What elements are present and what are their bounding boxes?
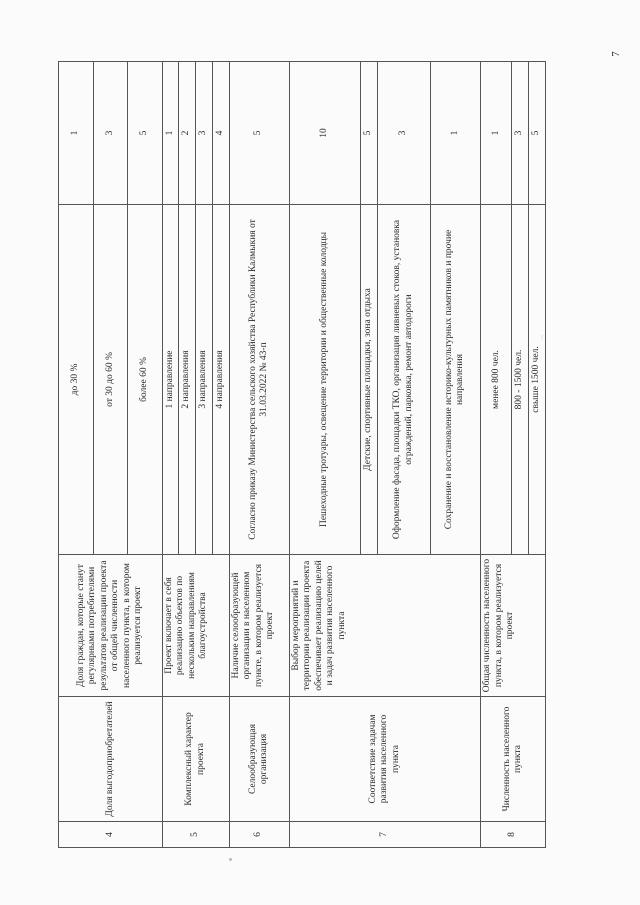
option-cell: Сохранение и восстановление историко-культурных памятников и прочие направления [430,205,481,555]
row-number-cell: 7 [289,822,481,848]
option-cell: 1 направление [162,205,179,555]
criteria-table [58,61,546,848]
score-cell: 5 [360,62,377,205]
indicator-cell: Выбор мероприятий и территории реализации проекта обеспечивает реализацию целей и задач развития населенного пункта [289,555,481,697]
option-cell: Согласно приказу Министерства сельского хозяйства Республики Калмыкия от 31.03.2022 № 43-п [229,205,289,555]
row-number-cell: 4 [59,822,163,848]
option-cell: от 30 до 60 % [93,205,128,555]
row-number-cell: 8 [481,822,546,848]
score-cell: 1 [430,62,481,205]
option-cell: до 30 % [59,205,94,555]
scan-dot [229,858,232,861]
table-row [481,62,512,848]
option-cell: Оформление фасада, площадки ТКО, организация ливневых стоков, установка ограждений, парковка, ремонт автодороги [377,205,430,555]
option-cell: 4 направления [212,205,229,555]
table-row [289,62,360,848]
score-cell: 5 [229,62,289,205]
table-row [59,62,94,848]
score-cell: 1 [162,62,179,205]
indicator-cell: Наличие селообразующей организации в населенном пункте, в котором реализуется проект [229,555,289,697]
score-cell: 1 [59,62,94,205]
score-cell: 3 [196,62,213,205]
score-cell: 2 [179,62,196,205]
row-number-cell: 6 [229,822,289,848]
page-number: 7 [609,51,622,57]
rotated-content [58,62,546,848]
option-cell: Детские, спортивные площадки, зона отдыха [360,205,377,555]
score-cell: 1 [481,62,512,205]
score-cell: 5 [128,62,163,205]
criterion-cell: Селообразующая организация [229,697,289,822]
score-cell: 3 [512,62,529,205]
row-number-cell: 5 [162,822,229,848]
criterion-cell: Комплексный характер проекта [162,697,229,822]
option-cell: 2 направления [179,205,196,555]
indicator-cell: Доля граждан, которые станут регулярными потребителями результатов реализации проекта от общей численности населенного пункта, в котором реализуется проект [59,555,163,697]
score-cell: 3 [377,62,430,205]
table-row [162,62,179,848]
table-row [229,62,289,848]
option-cell: более 60 % [128,205,163,555]
indicator-cell: Проект включает в себя реализацию объектов по нескольким направлениям благоустройства [162,555,229,697]
score-cell: 10 [289,62,360,205]
option-cell: 800 - 1500 чел. [512,205,529,555]
option-cell: Пешеходные тротуары, освещение территории и общественные колодцы [289,205,360,555]
criteria-table-body [59,62,546,848]
score-cell: 3 [93,62,128,205]
criterion-cell: Соответствие задачам развития населенного пункта [289,697,481,822]
indicator-cell: Общая численность населенного пункта, в котором реализуется проект [481,555,546,697]
option-cell: менее 800 чел. [481,205,512,555]
scan-smudge: ~ [537,334,548,340]
option-cell: свыше 1500 чел. [529,205,546,555]
criterion-cell: Доля выгодоприобретателей [59,697,163,822]
criterion-cell: Численность населенного пункта [481,697,546,822]
score-cell: 4 [212,62,229,205]
score-cell: 5 [529,62,546,205]
option-cell: 3 направления [196,205,213,555]
